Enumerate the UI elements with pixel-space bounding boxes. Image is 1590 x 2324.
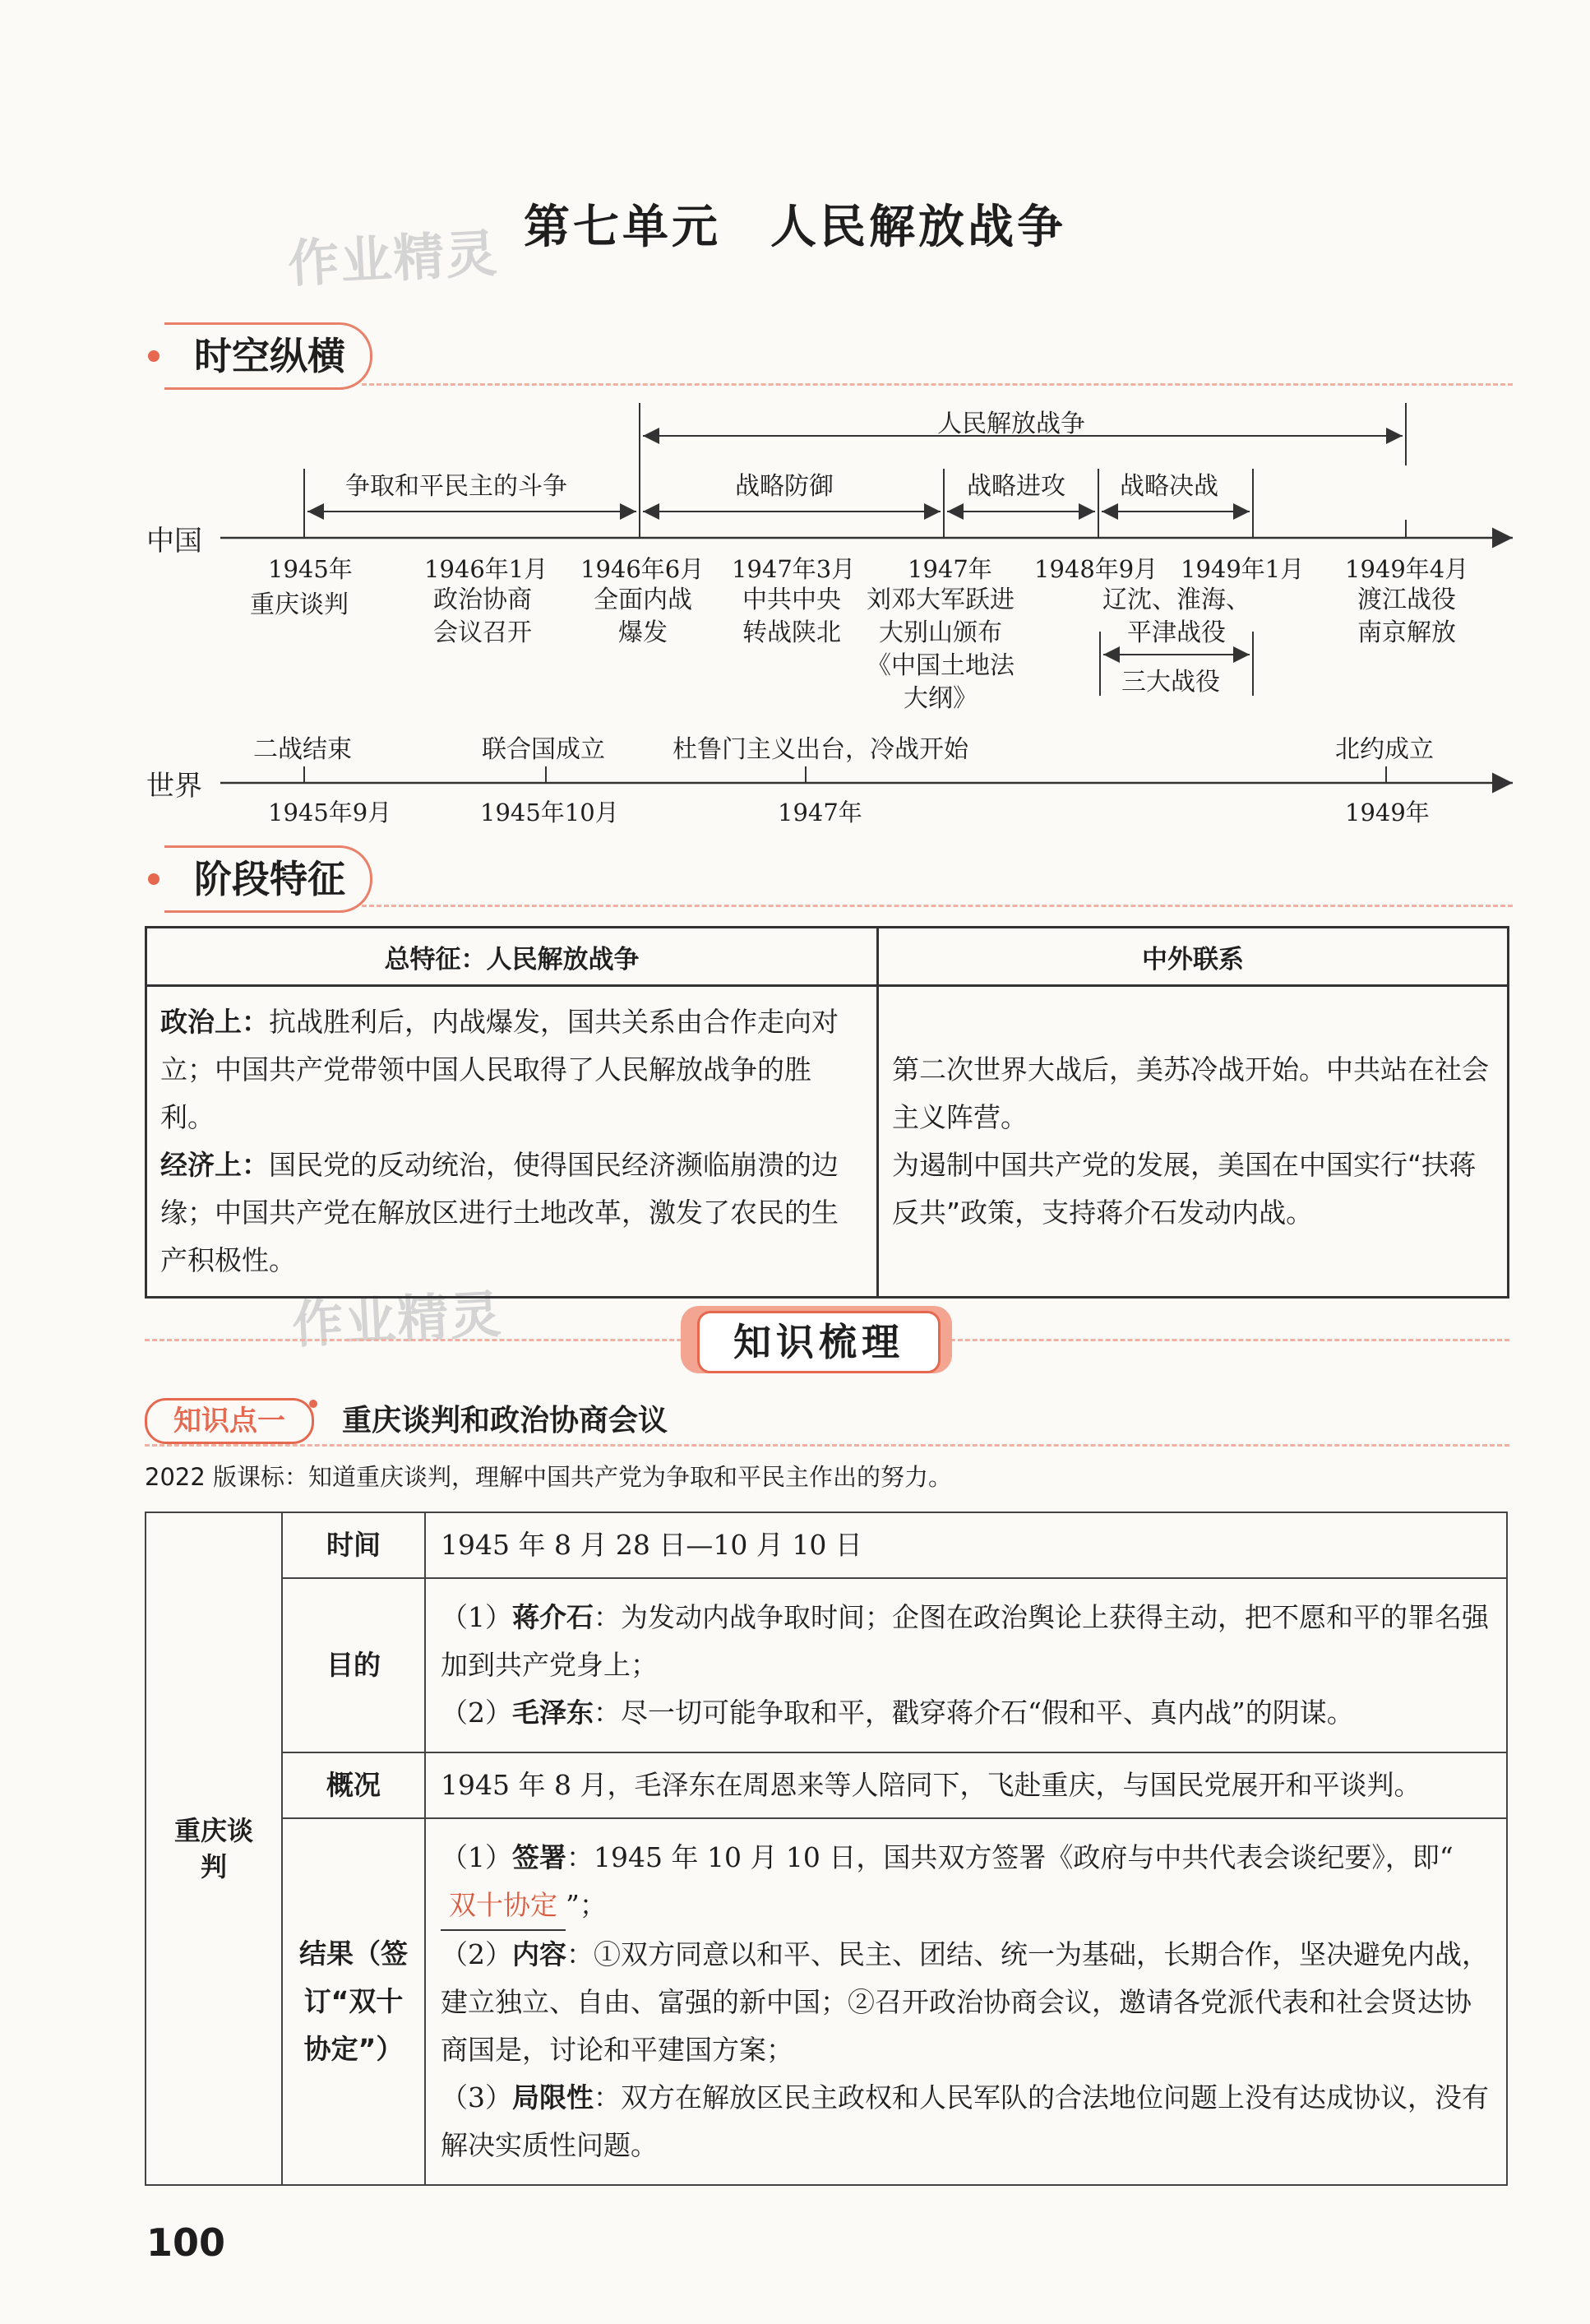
section-divider bbox=[362, 905, 1513, 907]
purpose-1 bbox=[441, 1594, 1491, 1689]
result-2 bbox=[441, 1931, 1491, 2074]
event-date: 1946年6月 bbox=[580, 555, 705, 583]
result-2-key: 内容 bbox=[512, 1938, 566, 1970]
event-desc: 政治协商会议召开 bbox=[433, 586, 532, 647]
unit-title: 第七单元 人民解放战争 bbox=[524, 201, 1066, 254]
event-date: 1948年9月 bbox=[1034, 555, 1158, 583]
overview-label: 概况 bbox=[282, 1752, 425, 1818]
span-defense: 战略防御 bbox=[735, 472, 834, 501]
campaigns-desc: 辽沈、淮海、平津战役 bbox=[1102, 586, 1250, 647]
event-desc: 中共中央转战陕北 bbox=[742, 586, 841, 647]
result-2-index: （2） bbox=[441, 1938, 512, 1970]
purpose-label: 目的 bbox=[282, 1578, 425, 1752]
page-number: 100 bbox=[146, 2220, 226, 2265]
purpose-1-key: 蒋介石 bbox=[512, 1601, 594, 1633]
time-value: 1945 年 8 月 28 日—10 月 10 日 bbox=[425, 1512, 1507, 1578]
world-event-label: 北约成立 bbox=[1335, 735, 1434, 764]
world-event-date: 1945年9月 bbox=[268, 799, 392, 826]
span-three-campaigns: 三大战役 bbox=[1121, 668, 1220, 697]
world-event-date: 1945年10月 bbox=[480, 799, 619, 826]
point-tag: 知识点一 bbox=[145, 1398, 314, 1444]
section-stage-title: 阶段特征 bbox=[164, 845, 372, 913]
span-war: 人民解放战争 bbox=[937, 410, 1085, 438]
purpose-1-text: ：为发动内战争取时间；企图在政治舆论上获得主动，把不愿和平的罪名强加到共产党身上； bbox=[441, 1601, 1489, 1681]
event-desc: 渡江战役南京解放 bbox=[1357, 586, 1456, 647]
span-decisive: 战略决战 bbox=[1120, 472, 1218, 501]
time-label: 时间 bbox=[282, 1512, 425, 1578]
result-1-key: 签署 bbox=[512, 1841, 566, 1873]
result-2-text: ：①双方同意以和平、民主、团结、统一为基础，长期合作，坚决避免内战，建立独立、自由、富强的新中国；②召开政治协商会议，邀请各党派代表和社会贤达协商国是，讨论和平建国方案； bbox=[441, 1938, 1489, 2066]
point-tag-dot-icon bbox=[309, 1400, 317, 1408]
event-date: 1947年 bbox=[908, 555, 992, 583]
economy-key: 经济上： bbox=[160, 1149, 269, 1181]
purpose-2-index: （2） bbox=[441, 1697, 512, 1729]
result-3 bbox=[441, 2074, 1491, 2169]
knowledge-banner-title: 知识梳理 bbox=[697, 1311, 941, 1373]
result-value bbox=[425, 1818, 1507, 2185]
relation-text-1: 第二次世界大战后，美苏冷战开始。中共站在社会主义阵营。 bbox=[892, 1053, 1489, 1133]
politics-text bbox=[160, 998, 863, 1141]
purpose-2-text: ：尽一切可能争取和平，戳穿蒋介石“假和平、真内战”的阴谋。 bbox=[594, 1697, 1354, 1729]
result-label: 结果（签订“双十协定”） bbox=[282, 1818, 425, 2185]
span-peace: 争取和平民主的斗争 bbox=[345, 472, 567, 501]
relation-text-2: 为遏制中国共产党的发展，美国在中国实行“扶蒋反共”政策，支持蒋介石发动内战。 bbox=[892, 1149, 1477, 1229]
world-axis-label: 世界 bbox=[146, 770, 202, 803]
kp-table bbox=[145, 1512, 1508, 2186]
result-3-text: ：双方在解放区民主政权和人民军队的合法地位问题上没有达成协议，没有解决实质性问题。 bbox=[441, 2081, 1489, 2161]
purpose-value bbox=[425, 1578, 1507, 1752]
section-timeline-title: 时空纵横 bbox=[164, 322, 372, 390]
event-date: 1946年1月 bbox=[424, 555, 548, 583]
event-desc: 全面内战爆发 bbox=[594, 586, 692, 647]
result-1-end: ”； bbox=[566, 1889, 607, 1921]
world-event-date: 1949年 bbox=[1345, 799, 1430, 826]
event-date: 1949年4月 bbox=[1345, 555, 1469, 583]
point-title: 重庆谈判和政治协商会议 bbox=[342, 1404, 668, 1437]
result-1 bbox=[441, 1834, 1491, 1931]
purpose-1-index: （1） bbox=[441, 1601, 512, 1633]
world-event-date: 1947年 bbox=[778, 799, 862, 826]
event-date: 1947年3月 bbox=[732, 555, 856, 583]
economy-body: 国民党的反动统治，使得国民经济濒临崩溃的边缘；中国共产党在解放区进行土地改革，激发了农民的生产积极性。 bbox=[160, 1149, 839, 1276]
curriculum-standard: 2022 版课标：知道重庆谈判，理解中国共产党为争取和平民主作出的努力。 bbox=[145, 1463, 953, 1491]
knowledge-banner bbox=[0, 1306, 1590, 1373]
result-1-index: （1） bbox=[441, 1841, 512, 1873]
result-1-text: ：1945 年 10 月 10 日，国共双方签署《政府与中共代表会谈纪要》，即“ bbox=[566, 1841, 1454, 1873]
stage-header-relation: 中外联系 bbox=[878, 928, 1509, 986]
stage-header-main: 总特征：人民解放战争 bbox=[146, 928, 878, 986]
event-date: 1949年1月 bbox=[1181, 555, 1305, 583]
world-event-label: 杜鲁门主义出台，冷战开始 bbox=[673, 735, 968, 764]
point-divider bbox=[145, 1444, 1509, 1447]
politics-body: 抗战胜利后，内战爆发，国共关系由合作走向对立；中国共产党带领中国人民取得了人民解放战争的胜利。 bbox=[160, 1006, 839, 1133]
china-axis-label: 中国 bbox=[146, 525, 202, 558]
event-date: 1945年 bbox=[268, 555, 353, 583]
stage-main-cell bbox=[146, 986, 878, 1298]
world-event-label: 二战结束 bbox=[253, 735, 352, 764]
purpose-2-key: 毛泽东 bbox=[512, 1697, 594, 1729]
watermark-middle: 作业精灵 bbox=[290, 1284, 505, 1355]
purpose-2 bbox=[441, 1689, 1491, 1737]
fill-blank-answer: 双十协定 bbox=[441, 1882, 566, 1931]
stage-relation-cell bbox=[878, 986, 1509, 1298]
stage-table bbox=[145, 926, 1509, 1299]
world-event-label: 联合国成立 bbox=[482, 735, 605, 764]
result-3-index: （3） bbox=[441, 2081, 512, 2113]
result-3-key: 局限性 bbox=[512, 2081, 594, 2113]
kp-side-label: 重庆谈判 bbox=[146, 1512, 282, 2185]
timeline-lines bbox=[0, 0, 1590, 839]
section-bullet-icon bbox=[148, 873, 159, 885]
politics-key: 政治上： bbox=[160, 1006, 269, 1038]
overview-value: 1945 年 8 月，毛泽东在周恩来等人陪同下，飞赴重庆，与国民党展开和平谈判。 bbox=[425, 1752, 1507, 1818]
watermark-top: 作业精灵 bbox=[286, 223, 501, 294]
span-offense: 战略进攻 bbox=[967, 472, 1065, 501]
economy-text bbox=[160, 1141, 863, 1285]
event-desc: 重庆谈判 bbox=[250, 590, 349, 619]
event-desc: 刘邓大军跃进大别山颁布《中国土地法大纲》 bbox=[867, 586, 1015, 713]
